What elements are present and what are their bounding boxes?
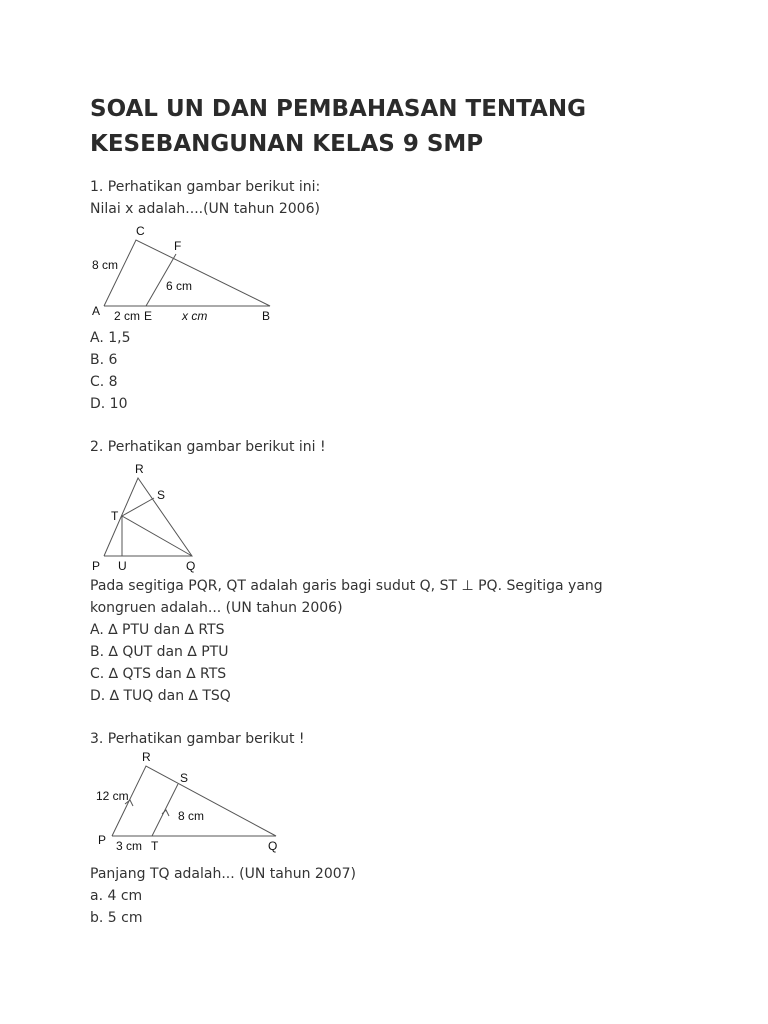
q3-label-r: R — [142, 750, 151, 764]
q2-option-d: D. ∆ TUQ dan ∆ TSQ — [90, 688, 231, 704]
q1-label-ef-length: 6 cm — [166, 279, 193, 293]
q3-triangle-figure — [90, 752, 290, 862]
q3-option-a: a. 4 cm — [90, 888, 143, 904]
q3-label-s: S — [180, 771, 189, 785]
q3-label-t: T — [151, 839, 159, 853]
q2-intro: 2. Perhatikan gambar berikut ini ! — [90, 439, 326, 455]
q1-label-eb-length: x cm — [182, 309, 208, 323]
q3-label-pt-length: 3 cm — [116, 839, 143, 853]
q2-segment-ts — [122, 498, 154, 516]
q3-label-p: P — [98, 833, 107, 847]
q1-triangle-acb — [104, 240, 270, 306]
q2-option-b: B. ∆ QUT dan ∆ PTU — [90, 644, 229, 660]
q1-label-c: C — [136, 224, 145, 238]
q1-option-d: D. 10 — [90, 396, 128, 412]
q3-intro: 3. Perhatikan gambar berikut ! — [90, 731, 305, 747]
q3-label-q: Q — [268, 839, 278, 853]
q2-label-t: T — [111, 509, 119, 523]
q1-label-ae-length: 2 cm — [114, 309, 141, 323]
q3-parallel-arrow-ts — [162, 810, 169, 816]
q2-triangle-figure — [90, 460, 210, 575]
q2-label-p: P — [92, 559, 101, 573]
q2-label-u: U — [118, 559, 127, 573]
q2-question: Pada segitiga PQR, QT adalah garis bagi sudut Q, ST ⊥ PQ. Segitiga yang kongruen adalah... (UN tahun 2006) — [90, 578, 603, 616]
q1-option-b: B. 6 — [90, 352, 118, 368]
q2-option-a: A. ∆ PTU dan ∆ RTS — [90, 622, 225, 638]
q1-label-e: E — [144, 309, 153, 323]
q3-label-ts-length: 8 cm — [178, 809, 205, 823]
q1-label-a: A — [92, 304, 101, 318]
q3-segment-ts — [152, 784, 178, 836]
q3-question: Panjang TQ adalah... (UN tahun 2007) — [90, 866, 357, 882]
page-title: SOAL UN DAN PEMBAHASAN TENTANG KESEBANGUNAN KELAS 9 SMP — [90, 96, 586, 157]
q3-triangle-prq — [112, 766, 276, 836]
q1-label-f: F — [174, 239, 182, 253]
q2-label-r: R — [135, 462, 144, 476]
q2-label-q: Q — [186, 559, 196, 573]
q1-option-a: A. 1,5 — [90, 330, 131, 346]
q1-intro: 1. Perhatikan gambar berikut ini: — [90, 179, 321, 195]
q2-option-c: C. ∆ QTS dan ∆ RTS — [90, 666, 227, 682]
q3-option-b: b. 5 cm — [90, 910, 143, 926]
q2-segment-tq — [122, 516, 192, 556]
q3-label-pr-length: 12 cm — [96, 789, 129, 803]
q1-label-b: B — [262, 309, 271, 323]
q2-label-s: S — [157, 488, 166, 502]
q1-label-ac-length: 8 cm — [92, 258, 119, 272]
q1-triangle-figure — [90, 222, 290, 327]
q1-question: Nilai x adalah....(UN tahun 2006) — [90, 201, 320, 217]
q1-option-c: C. 8 — [90, 374, 118, 390]
